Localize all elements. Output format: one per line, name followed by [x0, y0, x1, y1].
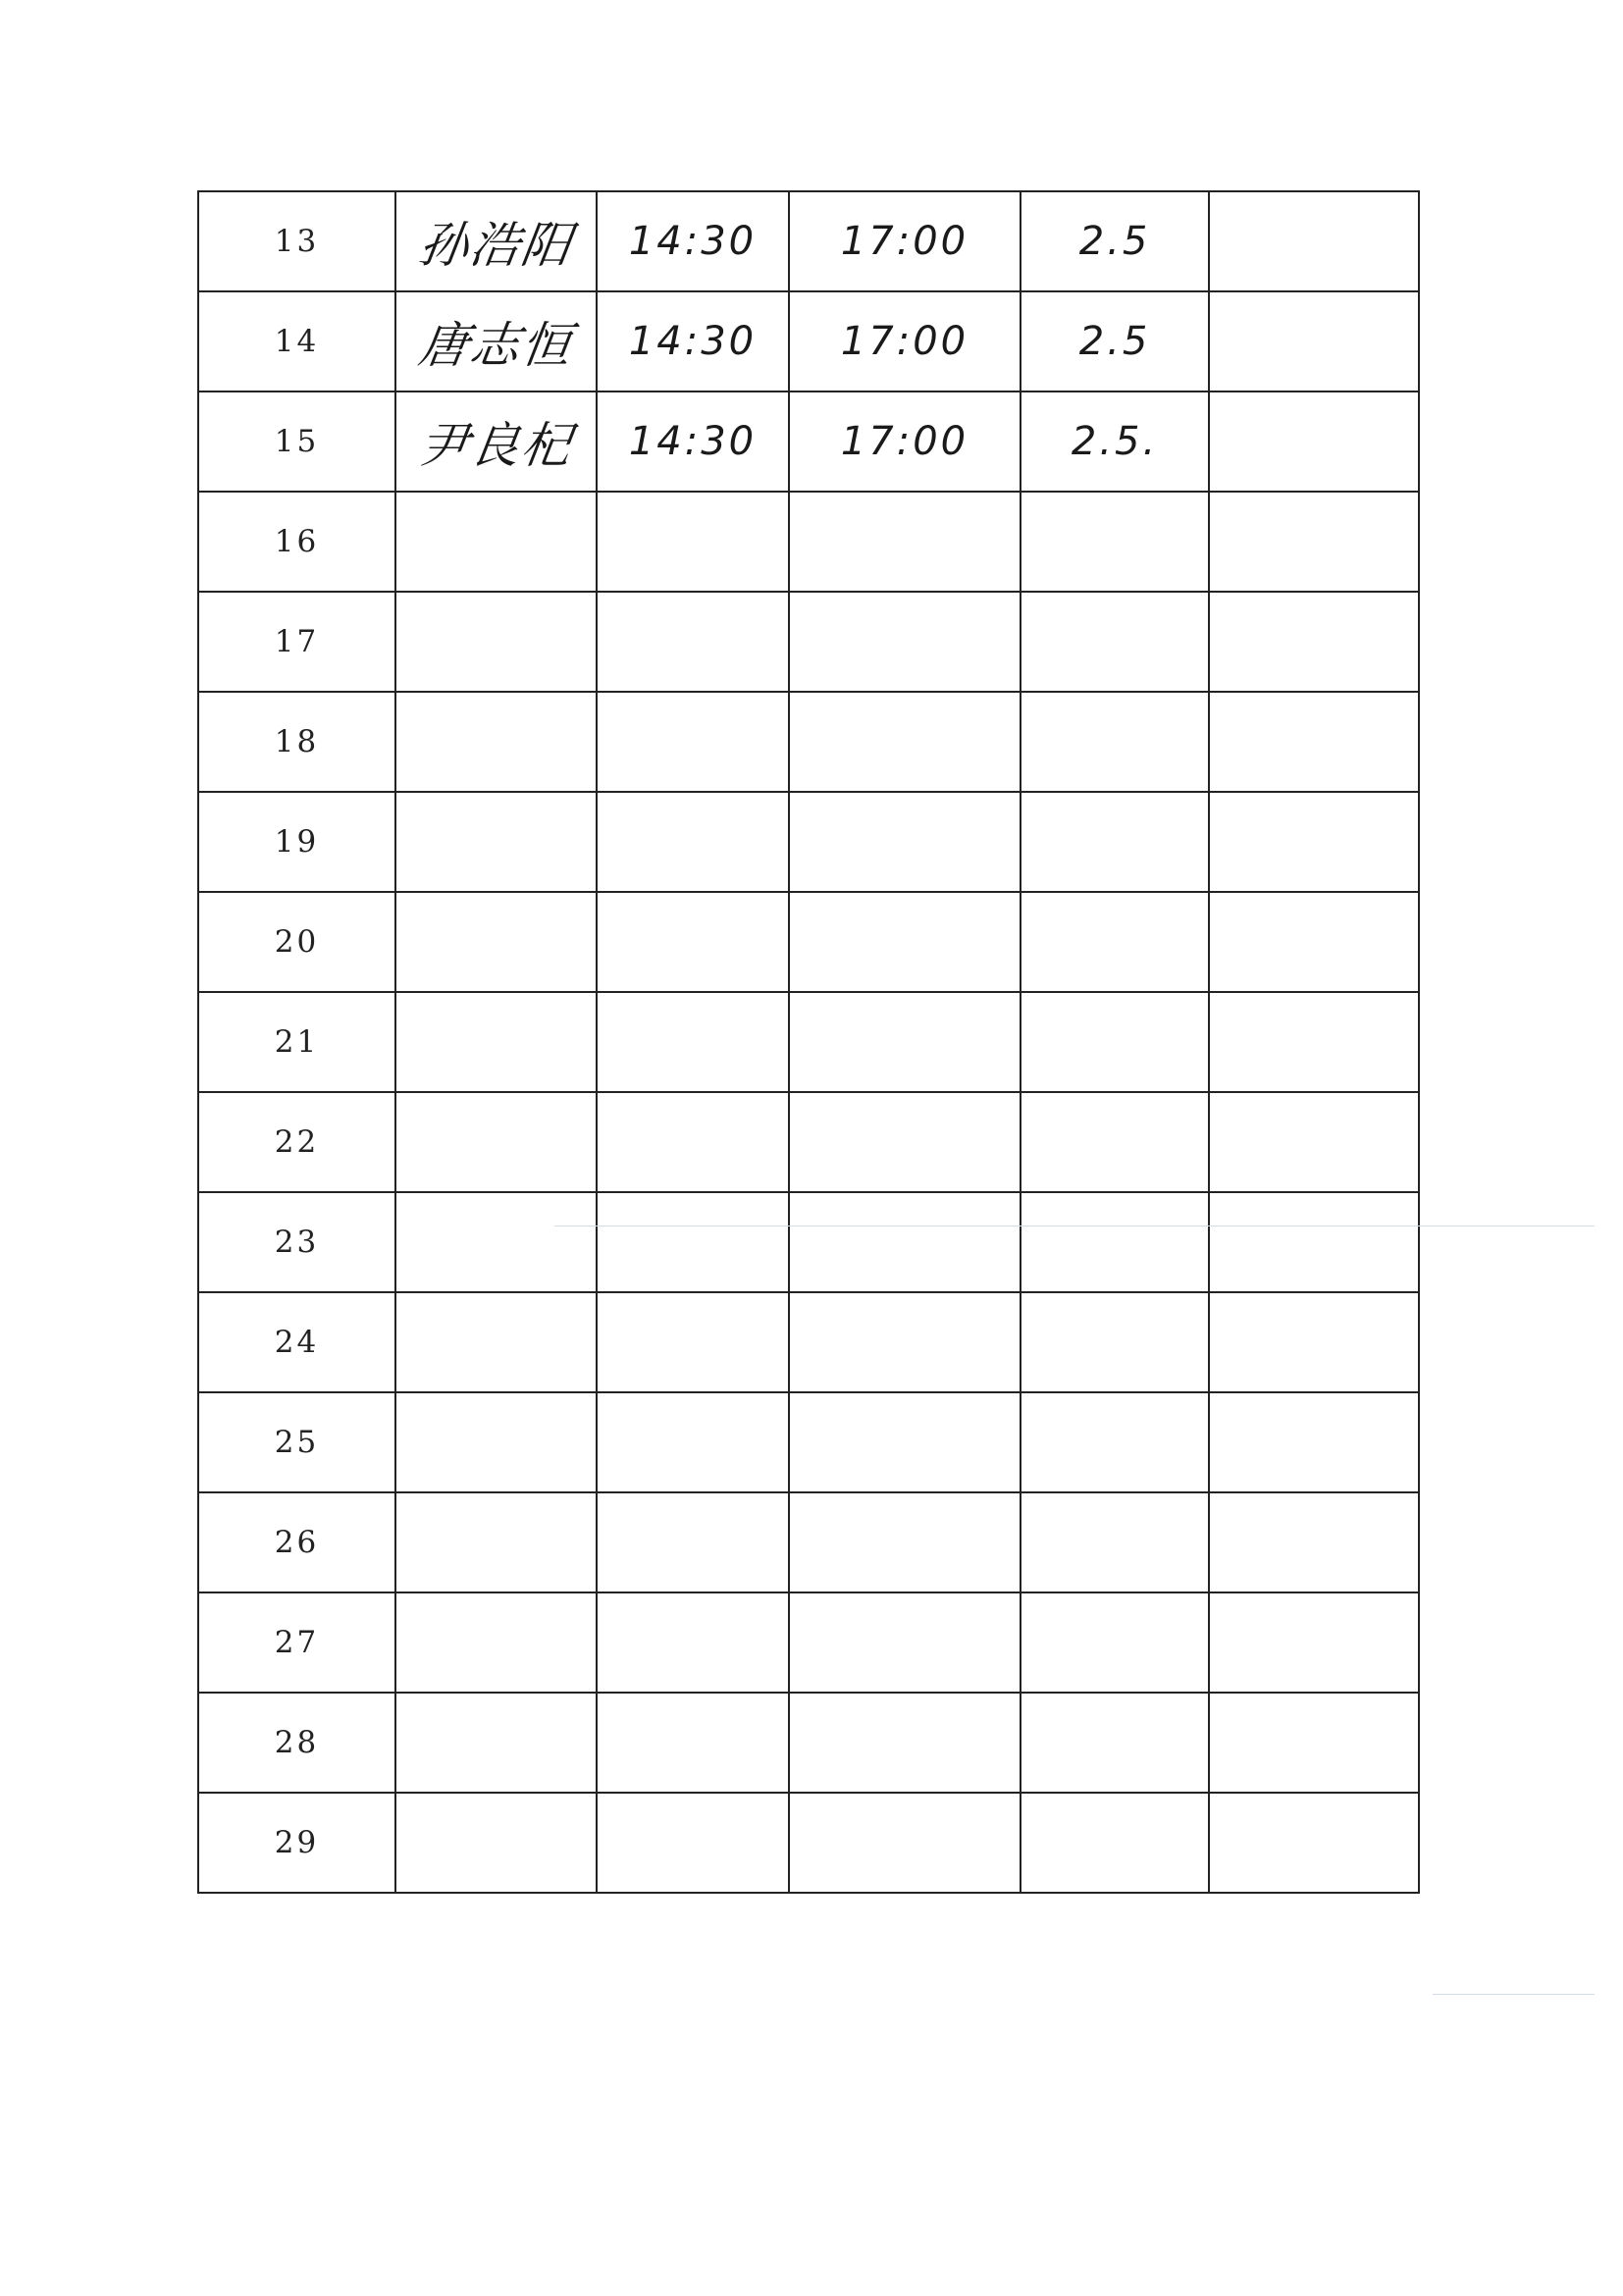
hours-cell [1021, 992, 1209, 1092]
end-time-cell-text: 17:00 [840, 319, 969, 364]
start-time-cell [597, 291, 789, 391]
hours-cell-text: 2.5 [1078, 319, 1151, 364]
note-cell [1209, 1092, 1419, 1192]
name-cell [395, 1592, 597, 1693]
row-number: 13 [198, 191, 395, 291]
table-row [198, 1693, 1419, 1793]
start-time-cell [597, 1793, 789, 1893]
end-time-cell-text: 17:00 [840, 219, 969, 264]
hours-cell-text: 2.5. [1071, 419, 1159, 464]
note-cell [1209, 1592, 1419, 1693]
row-number: 18 [198, 692, 395, 792]
start-time-cell [597, 1492, 789, 1592]
hours-cell [1021, 1292, 1209, 1392]
table-row [198, 1092, 1419, 1192]
start-time-cell [597, 892, 789, 992]
start-time-cell [597, 1693, 789, 1793]
note-cell [1209, 1793, 1419, 1893]
end-time-cell [789, 1092, 1021, 1192]
end-time-cell [789, 1592, 1021, 1693]
start-time-cell-text: 14:30 [628, 219, 758, 264]
row-number: 14 [198, 291, 395, 391]
end-time-cell [789, 1492, 1021, 1592]
name-cell [395, 492, 597, 592]
row-number: 22 [198, 1092, 395, 1192]
name-cell [395, 1092, 597, 1192]
name-cell [395, 1192, 597, 1292]
row-number: 29 [198, 1793, 395, 1893]
name-cell-text: 尹良杞 [414, 417, 577, 474]
end-time-cell-text: 17:00 [840, 419, 969, 464]
row-number: 21 [198, 992, 395, 1092]
row-number: 24 [198, 1292, 395, 1392]
name-cell [395, 1793, 597, 1893]
name-cell [395, 1492, 597, 1592]
row-number: 25 [198, 1392, 395, 1492]
row-number: 17 [198, 592, 395, 692]
end-time-cell [789, 1192, 1021, 1292]
note-cell [1209, 1392, 1419, 1492]
name-cell [395, 1292, 597, 1392]
end-time-cell [789, 792, 1021, 892]
table-row [198, 1392, 1419, 1492]
start-time-cell [597, 792, 789, 892]
end-time-cell [789, 1292, 1021, 1392]
note-cell [1209, 391, 1419, 492]
hours-cell [1021, 1492, 1209, 1592]
hours-cell [1021, 492, 1209, 592]
note-cell [1209, 1292, 1419, 1392]
note-cell [1209, 492, 1419, 592]
hours-cell [1021, 892, 1209, 992]
end-time-cell [789, 191, 1021, 291]
hours-cell [1021, 792, 1209, 892]
table-row [198, 1793, 1419, 1893]
note-cell [1209, 1492, 1419, 1592]
table-row [198, 792, 1419, 892]
note-cell [1209, 592, 1419, 692]
start-time-cell [597, 191, 789, 291]
note-cell [1209, 291, 1419, 391]
end-time-cell [789, 492, 1021, 592]
start-time-cell [597, 1292, 789, 1392]
table-row [198, 992, 1419, 1092]
row-number: 15 [198, 391, 395, 492]
row-number: 27 [198, 1592, 395, 1693]
end-time-cell [789, 592, 1021, 692]
name-cell [395, 592, 597, 692]
start-time-cell [597, 492, 789, 592]
row-number: 19 [198, 792, 395, 892]
hours-cell [1021, 391, 1209, 492]
table-row [198, 892, 1419, 992]
name-cell [395, 692, 597, 792]
name-cell-text: 孙浩阳 [414, 217, 577, 274]
name-cell [395, 291, 597, 391]
note-cell [1209, 1192, 1419, 1292]
table-row [198, 1192, 1419, 1292]
hours-cell [1021, 592, 1209, 692]
row-number: 16 [198, 492, 395, 592]
name-cell [395, 1392, 597, 1492]
start-time-cell-text: 14:30 [628, 319, 758, 364]
name-cell [395, 792, 597, 892]
table-row [198, 1492, 1419, 1592]
end-time-cell [789, 391, 1021, 492]
start-time-cell [597, 992, 789, 1092]
end-time-cell [789, 1693, 1021, 1793]
hours-cell [1021, 1092, 1209, 1192]
hours-cell [1021, 191, 1209, 291]
end-time-cell [789, 892, 1021, 992]
start-time-cell-text: 14:30 [628, 419, 758, 464]
start-time-cell [597, 592, 789, 692]
hours-cell [1021, 291, 1209, 391]
name-cell [395, 992, 597, 1092]
table-body [198, 191, 1419, 1893]
start-time-cell [597, 692, 789, 792]
hours-cell [1021, 1793, 1209, 1893]
table-row [198, 692, 1419, 792]
note-cell [1209, 1693, 1419, 1793]
table-row [198, 391, 1419, 492]
name-cell [395, 191, 597, 291]
note-cell [1209, 992, 1419, 1092]
end-time-cell [789, 992, 1021, 1092]
note-cell [1209, 892, 1419, 992]
start-time-cell [597, 1592, 789, 1693]
row-number: 23 [198, 1192, 395, 1292]
table-row [198, 291, 1419, 391]
table-row [198, 1292, 1419, 1392]
scan-artifact-line [1433, 1994, 1595, 1995]
start-time-cell [597, 1092, 789, 1192]
name-cell [395, 892, 597, 992]
table-row [198, 592, 1419, 692]
note-cell [1209, 692, 1419, 792]
end-time-cell [789, 291, 1021, 391]
hours-cell [1021, 1592, 1209, 1693]
note-cell [1209, 792, 1419, 892]
name-cell [395, 391, 597, 492]
name-cell-text: 唐志恒 [414, 317, 577, 374]
row-number: 28 [198, 1693, 395, 1793]
note-cell [1209, 191, 1419, 291]
row-number: 26 [198, 1492, 395, 1592]
hours-cell [1021, 1693, 1209, 1793]
hours-cell [1021, 1192, 1209, 1292]
table-row [198, 191, 1419, 291]
hours-cell [1021, 1392, 1209, 1492]
hours-cell-text: 2.5 [1078, 219, 1151, 264]
end-time-cell [789, 1793, 1021, 1893]
end-time-cell [789, 1392, 1021, 1492]
end-time-cell [789, 692, 1021, 792]
table-row [198, 492, 1419, 592]
name-cell [395, 1693, 597, 1793]
row-number: 20 [198, 892, 395, 992]
start-time-cell [597, 1392, 789, 1492]
hours-cell [1021, 692, 1209, 792]
table-row [198, 1592, 1419, 1693]
sign-in-table [197, 190, 1420, 1894]
start-time-cell [597, 391, 789, 492]
start-time-cell [597, 1192, 789, 1292]
